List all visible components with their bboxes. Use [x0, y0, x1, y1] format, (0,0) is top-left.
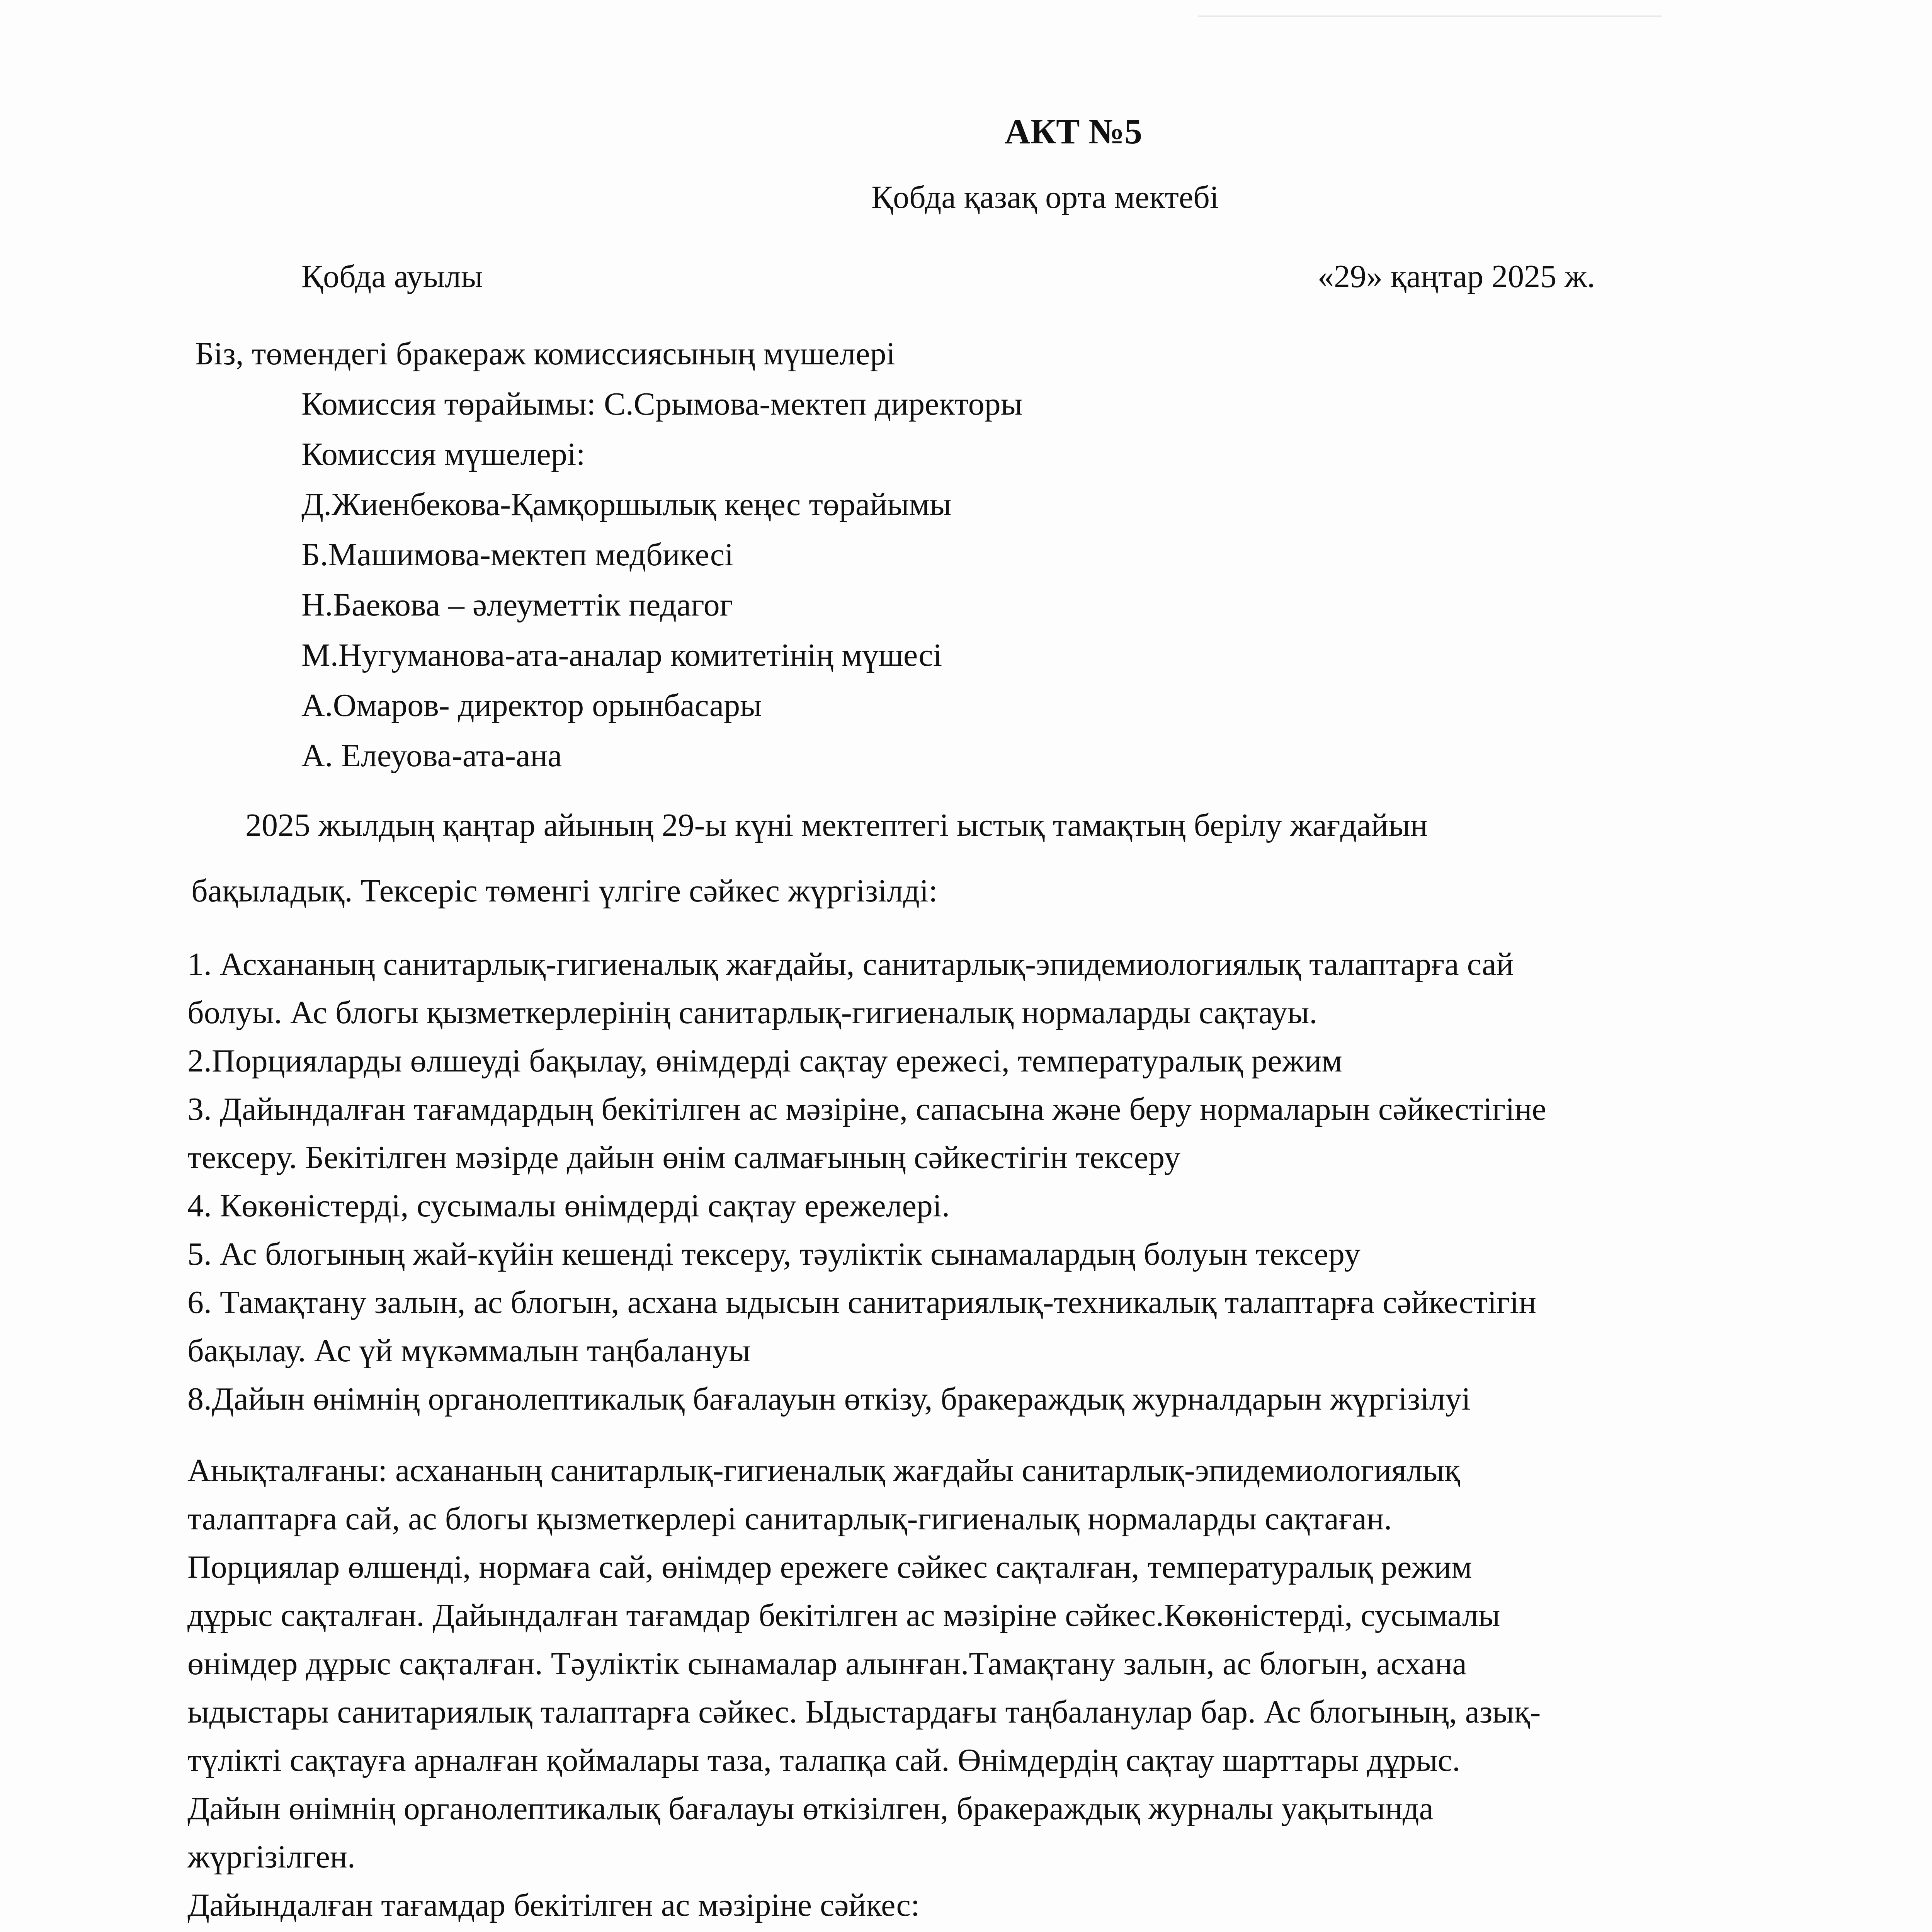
school-name: Қобда қазақ орта мектебі [871, 179, 1219, 215]
check-intro-line: бақыладық. Тексеріс төменгі үлгіге сәйкес жүргізілді: [191, 873, 938, 909]
commission-intro: Біз, төмендегі бракераж комиссиясының мүшелері [195, 336, 895, 372]
commission-member: А. Елеуова-ата-ана [301, 738, 562, 774]
commission-member: Б.Машимова-мектеп медбикесі [301, 537, 734, 573]
checklist-line: 6. Тамақтану залын, ас блогын, асхана ыдысын санитариялық-техникалық талаптарға сәйкестігін [187, 1284, 1536, 1320]
findings-line: Порциялар өлшенді, нормаға сай, өнімдер ережеге сәйкес сақталған, температуралық режим [187, 1549, 1472, 1585]
findings-line: өнімдер дұрыс сақталған. Тәуліктік сынамалар алынған.Тамақтану залын, ас блогын, асхана [187, 1646, 1467, 1682]
commission-member: А.Омаров- директор орынбасары [301, 687, 762, 723]
checklist-line: 5. Ас блогының жай-күйін кешенді тексеру, тәуліктік сынамалардың болуын тексеру [187, 1236, 1361, 1272]
place-name: Қобда ауылы [301, 259, 483, 294]
findings-line: Дайын өнімнің органолептикалық бағалауы өткізілген, бракераждық журналы уақытында [187, 1791, 1434, 1827]
checklist-line: 3. Дайындалған тағамдардың бекітілген ас мәзіріне, сапасына және беру нормаларын сәйкестігіне [187, 1091, 1546, 1127]
checklist-line: бақылау. Ас үй мүкәммалын таңбалануы [187, 1333, 751, 1369]
checklist-line: 1. Асхананың санитарлық-гигиеналық жағдайы, санитарлық-эпидемиологиялық талаптарға сай [187, 946, 1514, 982]
findings-line: Анықталғаны: асхананың санитарлық-гигиеналық жағдайы санитарлық-эпидемиологиялық [187, 1452, 1460, 1488]
findings-line: ыдыстары санитариялық талаптарға сәйкес. Ыдыстардағы таңбаланулар бар. Ас блогының, азық- [187, 1694, 1541, 1730]
commission-member: Н.Баекова – әлеуметтік педагог [301, 587, 733, 623]
checklist-line: 4. Көкөністерді, сусымалы өнімдерді сақтау ережелері. [187, 1188, 950, 1224]
commission-member: Д.Жиенбекова-Қамқоршылық кеңес төрайымы [301, 486, 952, 522]
checklist-line: 8.Дайын өнімнің органолептикалық бағалауын өткізу, бракераждық журналдарын жүргізілуі [187, 1381, 1471, 1417]
commission-chair: Комиссия төрайымы: С.Срымова-мектеп директоры [301, 386, 1023, 422]
findings-line: талаптарға сай, ас блогы қызметкерлері санитарлық-гигиеналық нормаларды сақтаған. [187, 1501, 1392, 1537]
checklist-line: 2.Порцияларды өлшеуді бақылау, өнімдерді сақтау ережесі, температуралық режим [187, 1043, 1342, 1079]
commission-members-label: Комиссия мүшелері: [301, 436, 585, 472]
document-date: «29» қаңтар 2025 ж. [1318, 259, 1595, 294]
commission-member: М.Нугуманова-ата-аналар комитетінің мүшесі [301, 637, 942, 673]
findings-line: жүргізілген. [187, 1839, 355, 1875]
checklist-line: тексеру. Бекітілген мәзірде дайын өнім салмағының сәйкестігін тексеру [187, 1139, 1180, 1175]
check-intro-line: 2025 жылдың қаңтар айының 29-ы күні мектептегі ыстық тамақтың берілу жағдайын [245, 807, 1428, 843]
document-title: АКТ №5 [1005, 112, 1142, 151]
checklist-line: болуы. Ас блогы қызметкерлерінің санитарлық-гигиеналық нормаларды сақтауы. [187, 995, 1318, 1031]
menu-intro: Дайындалған тағамдар бекітілген ас мәзіріне сәйкес: [187, 1887, 920, 1923]
scan-artifact [1198, 15, 1662, 17]
findings-line: дұрыс сақталған. Дайындалған тағамдар бекітілген ас мәзіріне сәйкес.Көкөністерді, сусымалы [187, 1597, 1500, 1633]
findings-line: түлікті сақтауға арналған қоймалары таза, талапқа сай. Өнімдердің сақтау шарттары дұрыс. [187, 1742, 1461, 1778]
